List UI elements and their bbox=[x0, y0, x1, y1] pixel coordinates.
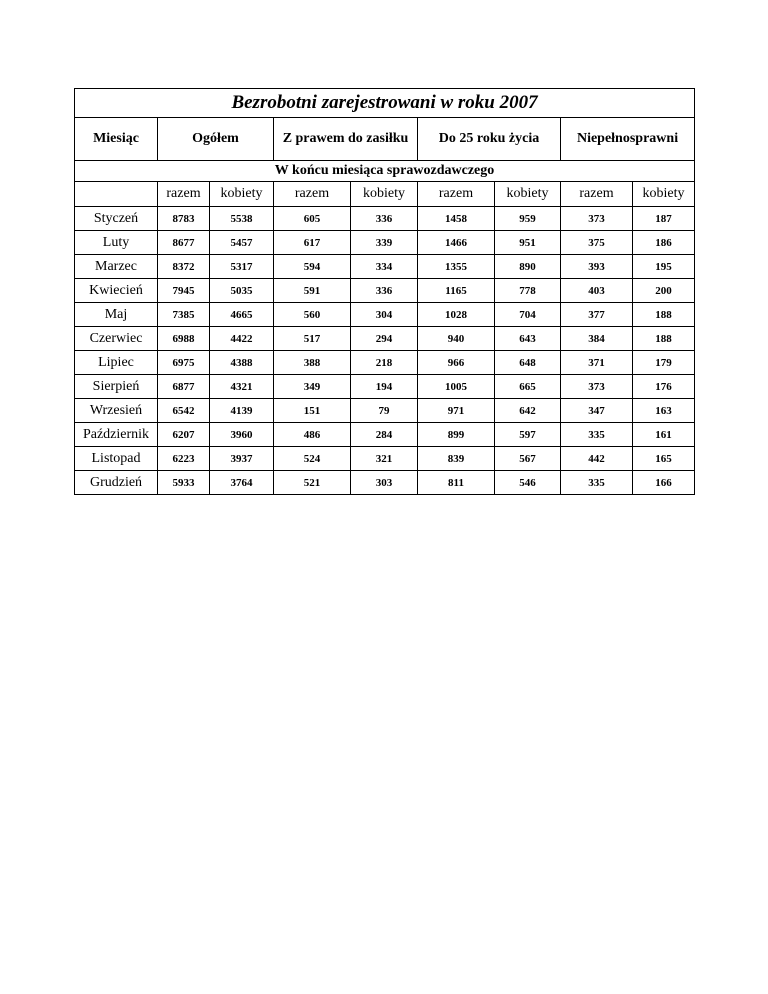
value-cell: 195 bbox=[633, 255, 695, 279]
value-cell: 179 bbox=[633, 351, 695, 375]
value-cell: 188 bbox=[633, 303, 695, 327]
value-cell: 339 bbox=[351, 231, 418, 255]
table-title: Bezrobotni zarejestrowani w roku 2007 bbox=[75, 89, 695, 118]
value-cell: 7945 bbox=[158, 279, 210, 303]
value-cell: 393 bbox=[561, 255, 633, 279]
value-cell: 176 bbox=[633, 375, 695, 399]
value-cell: 5035 bbox=[210, 279, 274, 303]
value-cell: 665 bbox=[495, 375, 561, 399]
value-cell: 321 bbox=[351, 447, 418, 471]
value-cell: 1005 bbox=[418, 375, 495, 399]
value-cell: 161 bbox=[633, 423, 695, 447]
month-cell: Marzec bbox=[75, 255, 158, 279]
value-cell: 1466 bbox=[418, 231, 495, 255]
value-cell: 521 bbox=[274, 471, 351, 495]
value-cell: 373 bbox=[561, 207, 633, 231]
value-cell: 194 bbox=[351, 375, 418, 399]
value-cell: 403 bbox=[561, 279, 633, 303]
value-cell: 79 bbox=[351, 399, 418, 423]
table-row bbox=[75, 399, 695, 423]
value-cell: 442 bbox=[561, 447, 633, 471]
table-row bbox=[75, 375, 695, 399]
value-cell: 151 bbox=[274, 399, 351, 423]
month-cell: Grudzień bbox=[75, 471, 158, 495]
month-cell: Luty bbox=[75, 231, 158, 255]
value-cell: 384 bbox=[561, 327, 633, 351]
value-cell: 5538 bbox=[210, 207, 274, 231]
month-cell: Maj bbox=[75, 303, 158, 327]
table-row bbox=[75, 447, 695, 471]
value-cell: 349 bbox=[274, 375, 351, 399]
table-row bbox=[75, 423, 695, 447]
value-cell: 187 bbox=[633, 207, 695, 231]
value-cell: 971 bbox=[418, 399, 495, 423]
value-cell: 304 bbox=[351, 303, 418, 327]
value-cell: 959 bbox=[495, 207, 561, 231]
value-cell: 200 bbox=[633, 279, 695, 303]
value-cell: 336 bbox=[351, 207, 418, 231]
subcol-kobiety: kobiety bbox=[351, 182, 418, 207]
table-row bbox=[75, 207, 695, 231]
value-cell: 6207 bbox=[158, 423, 210, 447]
value-cell: 1458 bbox=[418, 207, 495, 231]
subcol-kobiety: kobiety bbox=[495, 182, 561, 207]
value-cell: 4422 bbox=[210, 327, 274, 351]
value-cell: 6975 bbox=[158, 351, 210, 375]
value-cell: 6223 bbox=[158, 447, 210, 471]
header-under25: Do 25 roku życia bbox=[418, 118, 561, 161]
value-cell: 5457 bbox=[210, 231, 274, 255]
value-cell: 648 bbox=[495, 351, 561, 375]
value-cell: 486 bbox=[274, 423, 351, 447]
month-cell: Październik bbox=[75, 423, 158, 447]
table-row bbox=[75, 279, 695, 303]
value-cell: 218 bbox=[351, 351, 418, 375]
value-cell: 6542 bbox=[158, 399, 210, 423]
value-cell: 188 bbox=[633, 327, 695, 351]
value-cell: 7385 bbox=[158, 303, 210, 327]
value-cell: 284 bbox=[351, 423, 418, 447]
month-cell: Wrzesień bbox=[75, 399, 158, 423]
value-cell: 966 bbox=[418, 351, 495, 375]
header-disabled: Niepełnosprawni bbox=[561, 118, 695, 161]
value-cell: 388 bbox=[274, 351, 351, 375]
value-cell: 643 bbox=[495, 327, 561, 351]
value-cell: 560 bbox=[274, 303, 351, 327]
value-cell: 163 bbox=[633, 399, 695, 423]
value-cell: 4388 bbox=[210, 351, 274, 375]
month-cell: Kwiecień bbox=[75, 279, 158, 303]
value-cell: 594 bbox=[274, 255, 351, 279]
month-cell: Listopad bbox=[75, 447, 158, 471]
subcol-razem: razem bbox=[418, 182, 495, 207]
value-cell: 597 bbox=[495, 423, 561, 447]
value-cell: 517 bbox=[274, 327, 351, 351]
header-total: Ogółem bbox=[158, 118, 274, 161]
value-cell: 377 bbox=[561, 303, 633, 327]
month-cell: Sierpień bbox=[75, 375, 158, 399]
header-allowance: Z prawem do zasiłku bbox=[274, 118, 418, 161]
table-subtitle: W końcu miesiąca sprawozdawczego bbox=[75, 161, 695, 182]
value-cell: 1165 bbox=[418, 279, 495, 303]
month-cell: Lipiec bbox=[75, 351, 158, 375]
value-cell: 335 bbox=[561, 423, 633, 447]
value-cell: 186 bbox=[633, 231, 695, 255]
value-cell: 373 bbox=[561, 375, 633, 399]
value-cell: 5933 bbox=[158, 471, 210, 495]
value-cell: 1028 bbox=[418, 303, 495, 327]
subcol-razem: razem bbox=[561, 182, 633, 207]
subcol-razem: razem bbox=[274, 182, 351, 207]
value-cell: 8677 bbox=[158, 231, 210, 255]
value-cell: 8372 bbox=[158, 255, 210, 279]
value-cell: 6877 bbox=[158, 375, 210, 399]
value-cell: 811 bbox=[418, 471, 495, 495]
value-cell: 3960 bbox=[210, 423, 274, 447]
value-cell: 567 bbox=[495, 447, 561, 471]
table-row bbox=[75, 255, 695, 279]
value-cell: 899 bbox=[418, 423, 495, 447]
value-cell: 591 bbox=[274, 279, 351, 303]
value-cell: 890 bbox=[495, 255, 561, 279]
header-month: Miesiąc bbox=[75, 118, 158, 161]
value-cell: 1355 bbox=[418, 255, 495, 279]
value-cell: 165 bbox=[633, 447, 695, 471]
value-cell: 5317 bbox=[210, 255, 274, 279]
value-cell: 336 bbox=[351, 279, 418, 303]
table-row bbox=[75, 231, 695, 255]
value-cell: 4665 bbox=[210, 303, 274, 327]
month-cell: Styczeń bbox=[75, 207, 158, 231]
value-cell: 524 bbox=[274, 447, 351, 471]
value-cell: 347 bbox=[561, 399, 633, 423]
value-cell: 3764 bbox=[210, 471, 274, 495]
value-cell: 940 bbox=[418, 327, 495, 351]
value-cell: 335 bbox=[561, 471, 633, 495]
month-cell: Czerwiec bbox=[75, 327, 158, 351]
value-cell: 303 bbox=[351, 471, 418, 495]
value-cell: 166 bbox=[633, 471, 695, 495]
value-cell: 617 bbox=[274, 231, 351, 255]
subcol-kobiety: kobiety bbox=[633, 182, 695, 207]
value-cell: 375 bbox=[561, 231, 633, 255]
value-cell: 8783 bbox=[158, 207, 210, 231]
value-cell: 4321 bbox=[210, 375, 274, 399]
value-cell: 704 bbox=[495, 303, 561, 327]
table-row bbox=[75, 327, 695, 351]
value-cell: 605 bbox=[274, 207, 351, 231]
value-cell: 642 bbox=[495, 399, 561, 423]
value-cell: 334 bbox=[351, 255, 418, 279]
table-row bbox=[75, 471, 695, 495]
value-cell: 371 bbox=[561, 351, 633, 375]
value-cell: 6988 bbox=[158, 327, 210, 351]
value-cell: 4139 bbox=[210, 399, 274, 423]
value-cell: 546 bbox=[495, 471, 561, 495]
subcol-razem: razem bbox=[158, 182, 210, 207]
subcol-kobiety: kobiety bbox=[210, 182, 274, 207]
value-cell: 3937 bbox=[210, 447, 274, 471]
table-row bbox=[75, 351, 695, 375]
value-cell: 294 bbox=[351, 327, 418, 351]
table-row bbox=[75, 303, 695, 327]
unemployment-table bbox=[74, 88, 695, 495]
value-cell: 778 bbox=[495, 279, 561, 303]
empty-cell bbox=[75, 182, 158, 207]
value-cell: 839 bbox=[418, 447, 495, 471]
value-cell: 951 bbox=[495, 231, 561, 255]
